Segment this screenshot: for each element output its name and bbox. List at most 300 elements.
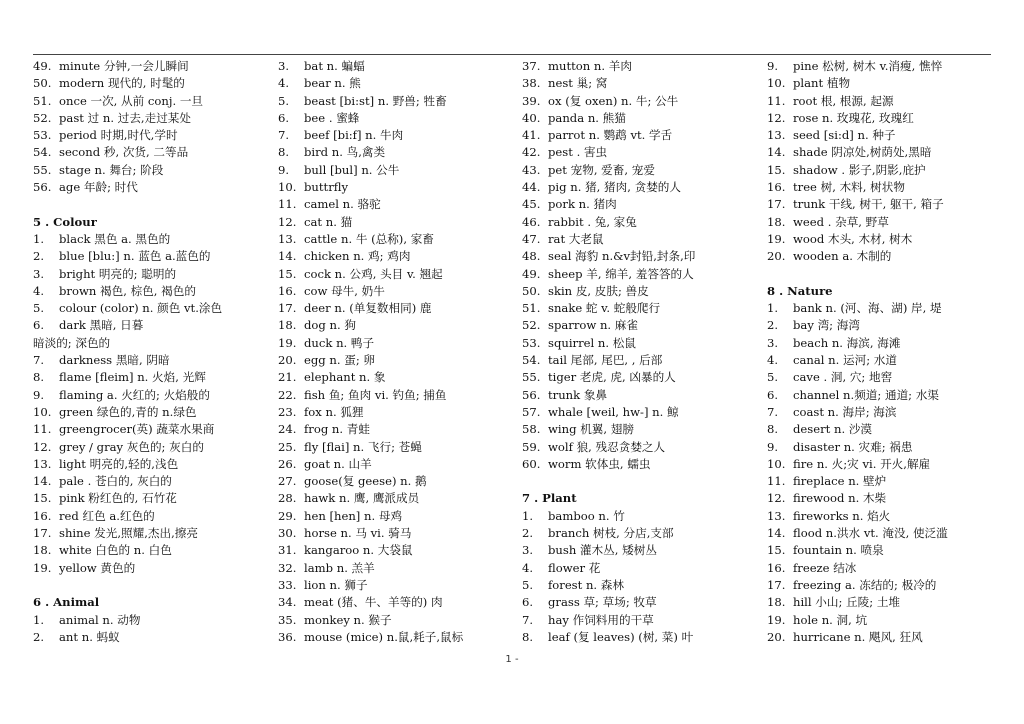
entry-number: 48. bbox=[522, 249, 541, 264]
vocab-entry bbox=[522, 612, 762, 629]
vocab-entry bbox=[33, 577, 273, 594]
entry-text: root 根, 根源, 起源 bbox=[793, 93, 894, 108]
entry-number: 11. bbox=[767, 474, 786, 489]
vocab-entry bbox=[522, 560, 762, 577]
vocab-entry bbox=[522, 300, 762, 317]
entry-text: cat n. 猫 bbox=[304, 214, 353, 229]
vocab-entry bbox=[522, 93, 762, 110]
vocab-entry bbox=[767, 58, 1007, 75]
entry-number: 9. bbox=[278, 162, 290, 177]
entry-number: 50. bbox=[33, 76, 52, 91]
entry-text: pine 松树, 树木 v.消瘦, 憔悴 bbox=[793, 59, 943, 73]
entry-text: bright 明亮的; 聪明的 bbox=[59, 266, 177, 281]
entry-number: 15. bbox=[767, 543, 786, 558]
vocab-entry bbox=[522, 266, 762, 283]
entry-text: mouse (mice) n.鼠,耗子,鼠标 bbox=[304, 629, 464, 644]
vocab-entry bbox=[33, 525, 273, 542]
entry-number: 23. bbox=[278, 404, 297, 419]
vocab-entry bbox=[522, 58, 762, 75]
column-3 bbox=[522, 58, 762, 646]
entry-text: mutton n. 羊肉 bbox=[548, 59, 632, 73]
vocab-entry bbox=[767, 335, 1007, 352]
vocab-entry bbox=[278, 508, 518, 525]
entry-text: duck n. 鸭子 bbox=[304, 335, 375, 350]
entry-text: red 红色 a.红色的 bbox=[59, 508, 155, 523]
vocab-entry bbox=[522, 283, 762, 300]
vocab-entry bbox=[522, 214, 762, 231]
entry-number: 10. bbox=[33, 404, 52, 419]
entry-text: lion n. 狮子 bbox=[304, 577, 368, 592]
entry-text: sheep 羊, 绵羊, 羞答答的人 bbox=[548, 266, 694, 281]
entry-number: 18. bbox=[767, 595, 786, 610]
entry-text: beach n. 海滨, 海滩 bbox=[793, 335, 901, 350]
entry-number: 27. bbox=[278, 474, 297, 489]
entry-number: 11. bbox=[33, 422, 52, 437]
column-4 bbox=[767, 58, 1007, 646]
entry-text: dog n. 狗 bbox=[304, 318, 356, 333]
entry-text: kangaroo n. 大袋鼠 bbox=[304, 543, 413, 558]
entry-text: wolf 狼, 残忍贪婪之人 bbox=[548, 439, 666, 454]
vocab-entry bbox=[278, 439, 518, 456]
vocab-entry bbox=[33, 127, 273, 144]
vocab-entry bbox=[522, 162, 762, 179]
vocab-entry bbox=[767, 404, 1007, 421]
entry-text: flaming a. 火红的; 火焰般的 bbox=[59, 387, 210, 402]
entry-text: grass 草; 草场; 牧草 bbox=[548, 595, 657, 610]
entry-number: 16. bbox=[278, 283, 297, 298]
entry-text: lamb n. 羔羊 bbox=[304, 560, 375, 575]
entry-number: 37. bbox=[522, 59, 541, 73]
vocab-entry bbox=[278, 473, 518, 490]
entry-number: 51. bbox=[522, 301, 541, 316]
vocab-entry bbox=[278, 525, 518, 542]
entry-number: 4. bbox=[767, 353, 779, 368]
entry-number: 19. bbox=[767, 231, 786, 246]
entry-text: brown 褐色, 棕色, 褐色的 bbox=[59, 283, 196, 298]
entry-number: 12. bbox=[767, 491, 786, 506]
vocab-entry bbox=[33, 456, 273, 473]
vocab-entry bbox=[33, 283, 273, 300]
entry-text: blue [blu:] n. 蓝色 a.蓝色的 bbox=[59, 249, 211, 264]
entry-number: 7. bbox=[33, 353, 45, 368]
entry-text: yellow 黄色的 bbox=[59, 560, 136, 575]
entry-text: sparrow n. 麻雀 bbox=[548, 318, 638, 333]
entry-text: plant 植物 bbox=[793, 76, 851, 91]
vocab-entry bbox=[33, 629, 273, 646]
entry-text: panda n. 熊猫 bbox=[548, 110, 626, 125]
entry-number: 10. bbox=[767, 76, 786, 91]
section-title: 8 . Nature bbox=[767, 283, 833, 298]
entry-text: once 一次, 从前 conj. 一旦 bbox=[59, 93, 204, 108]
entry-text: meat (猪、牛、羊等的) 肉 bbox=[304, 595, 443, 610]
entry-text: goat n. 山羊 bbox=[304, 456, 372, 471]
section-title: 5 . Colour bbox=[33, 214, 97, 229]
entry-text: worm 软体虫, 蠕虫 bbox=[548, 456, 651, 471]
entry-text: deer n. (单复数相同) 鹿 bbox=[304, 301, 432, 316]
entry-text: flower 花 bbox=[548, 560, 601, 575]
entry-text: cattle n. 牛 (总称), 家畜 bbox=[304, 231, 434, 246]
vocab-entry bbox=[278, 542, 518, 559]
section-title: 7 . Plant bbox=[522, 491, 577, 506]
entry-text: white 白色的 n. 白色 bbox=[59, 543, 172, 558]
vocab-entry bbox=[278, 352, 518, 369]
vocab-entry bbox=[33, 58, 273, 75]
entry-number: 42. bbox=[522, 145, 541, 160]
vocab-entry bbox=[767, 439, 1007, 456]
entry-text: shine 发光,照耀,杰出,擦亮 bbox=[59, 526, 198, 541]
vocab-entry bbox=[767, 127, 1007, 144]
entry-number: 8. bbox=[767, 422, 779, 437]
entry-text: grey / gray 灰色的; 灰白的 bbox=[59, 439, 204, 454]
entry-text: whale [weil, hw-] n. 鲸 bbox=[548, 404, 679, 419]
entry-number: 17. bbox=[33, 526, 52, 541]
entry-text: stage n. 舞台; 阶段 bbox=[59, 162, 164, 177]
vocab-entry bbox=[767, 369, 1007, 386]
entry-number: 7. bbox=[767, 404, 779, 419]
entry-number: 9. bbox=[767, 59, 779, 73]
entry-text: minute 分钟,一会儿瞬间 bbox=[59, 59, 189, 73]
entry-number: 58. bbox=[522, 422, 541, 437]
vocab-entry bbox=[33, 369, 273, 386]
section-heading bbox=[522, 490, 762, 507]
section-heading bbox=[33, 214, 273, 231]
entry-text: tail 尾部, 尾巴, , 后部 bbox=[548, 353, 663, 368]
vocab-entry bbox=[33, 490, 273, 507]
entry-number: 6. bbox=[33, 318, 45, 333]
entry-text: hill 小山; 丘陵; 土堆 bbox=[793, 595, 901, 610]
vocab-entry bbox=[522, 387, 762, 404]
entry-text: wing 机翼, 翅膀 bbox=[548, 422, 634, 437]
entry-number: 35. bbox=[278, 612, 297, 627]
entry-text: coast n. 海岸; 海滨 bbox=[793, 404, 897, 419]
entry-text: period 时期,时代,学时 bbox=[59, 128, 178, 143]
entry-text: shade 阴凉处,树荫处,黑暗 bbox=[793, 145, 932, 160]
vocab-entry bbox=[767, 560, 1007, 577]
entry-number: 9. bbox=[33, 387, 45, 402]
entry-number: 49. bbox=[33, 59, 52, 73]
vocab-entry bbox=[33, 542, 273, 559]
entry-number: 53. bbox=[522, 335, 541, 350]
vocab-entry bbox=[767, 93, 1007, 110]
vocab-entry bbox=[33, 266, 273, 283]
entry-number: 22. bbox=[278, 387, 297, 402]
entry-text: seed [si:d] n. 种子 bbox=[793, 128, 896, 143]
vocab-entry bbox=[522, 369, 762, 386]
entry-text: bush 灌木丛, 矮树丛 bbox=[548, 543, 657, 558]
vocab-entry bbox=[33, 508, 273, 525]
entry-text: wooden a. 木制的 bbox=[793, 249, 892, 264]
entry-number: 4. bbox=[33, 283, 45, 298]
vocab-entry bbox=[278, 594, 518, 611]
entry-text: fire n. 火;灾 vi. 开火,解雇 bbox=[793, 456, 931, 471]
entry-number: 5. bbox=[33, 301, 45, 316]
entry-number: 3. bbox=[33, 266, 45, 281]
entry-text: animal n. 动物 bbox=[59, 612, 141, 627]
entry-text: flood n.洪水 vt. 淹没, 使泛滥 bbox=[793, 526, 948, 541]
entry-number: 54. bbox=[33, 145, 52, 160]
section-title: 6 . Animal bbox=[33, 595, 100, 610]
entry-number: 49. bbox=[522, 266, 541, 281]
entry-number: 20. bbox=[278, 353, 297, 368]
column-2 bbox=[278, 58, 518, 646]
vocab-entry bbox=[278, 612, 518, 629]
entry-number: 32. bbox=[278, 560, 297, 575]
entry-text: ant n. 蚂蚁 bbox=[59, 629, 120, 644]
vocab-entry bbox=[278, 179, 518, 196]
entry-number: 40. bbox=[522, 110, 541, 125]
entry-text: 暗淡的; 深色的 bbox=[33, 335, 111, 350]
entry-text: buttrfly bbox=[304, 180, 349, 195]
vocab-entry bbox=[522, 421, 762, 438]
entry-text: black 黑色 a. 黑色的 bbox=[59, 231, 171, 246]
entry-number: 19. bbox=[278, 335, 297, 350]
entry-text: fountain n. 喷泉 bbox=[793, 543, 884, 558]
vocab-entry bbox=[278, 110, 518, 127]
entry-text: squirrel n. 松鼠 bbox=[548, 335, 636, 350]
vocab-entry bbox=[33, 439, 273, 456]
entry-text: channel n.频道; 通道; 水渠 bbox=[793, 387, 939, 402]
vocab-entry bbox=[522, 335, 762, 352]
vocab-entry bbox=[33, 612, 273, 629]
vocab-entry bbox=[522, 75, 762, 92]
entry-number: 4. bbox=[278, 76, 290, 91]
entry-number: 9. bbox=[767, 439, 779, 454]
entry-text: nest 巢; 窝 bbox=[548, 76, 608, 91]
entry-number: 16. bbox=[33, 508, 52, 523]
vocab-entry bbox=[522, 144, 762, 161]
entry-text: rose n. 玫瑰花, 玫瑰红 bbox=[793, 110, 914, 125]
vocab-entry bbox=[767, 266, 1007, 283]
vocab-entry bbox=[278, 144, 518, 161]
entry-number: 18. bbox=[33, 543, 52, 558]
entry-text: flame [fleim] n. 火焰, 光辉 bbox=[59, 370, 206, 385]
entry-text: disaster n. 灾难; 祸患 bbox=[793, 439, 913, 454]
entry-text: pale . 苍白的, 灰白的 bbox=[59, 474, 172, 489]
entry-number: 11. bbox=[278, 197, 297, 212]
vocab-entry bbox=[33, 421, 273, 438]
vocab-entry bbox=[278, 300, 518, 317]
entry-text: beef [bi:f] n. 牛肉 bbox=[304, 128, 404, 143]
entry-number: 50. bbox=[522, 283, 541, 298]
vocab-entry bbox=[767, 473, 1007, 490]
vocab-entry bbox=[33, 473, 273, 490]
entry-number: 15. bbox=[278, 266, 297, 281]
vocab-entry bbox=[767, 214, 1007, 231]
entry-text: bat n. 蝙蝠 bbox=[304, 59, 365, 73]
entry-number: 1. bbox=[522, 508, 534, 523]
entry-text: pest . 害虫 bbox=[548, 145, 608, 160]
vocab-entry bbox=[522, 317, 762, 334]
entry-text: dark 黑暗, 日暮 bbox=[59, 318, 144, 333]
entry-text: beast [bi:st] n. 野兽; 牲畜 bbox=[304, 93, 447, 108]
entry-text: freezing a. 冻结的; 极冷的 bbox=[793, 577, 937, 592]
entry-text: green 绿色的,青的 n.绿色 bbox=[59, 404, 197, 419]
vocab-entry bbox=[278, 127, 518, 144]
vocab-entry bbox=[522, 577, 762, 594]
entry-number: 15. bbox=[767, 162, 786, 177]
entry-text: hay 作饲料用的干草 bbox=[548, 612, 654, 627]
vocab-entry bbox=[767, 542, 1007, 559]
entry-number: 3. bbox=[767, 335, 779, 350]
entry-number: 5. bbox=[767, 370, 779, 385]
entry-number: 24. bbox=[278, 422, 297, 437]
vocab-entry bbox=[278, 335, 518, 352]
vocab-entry bbox=[33, 110, 273, 127]
entry-number: 13. bbox=[767, 128, 786, 143]
entry-number: 5. bbox=[278, 93, 290, 108]
vocab-entry bbox=[278, 196, 518, 213]
vocab-entry bbox=[278, 283, 518, 300]
entry-number: 11. bbox=[767, 93, 786, 108]
entry-number: 3. bbox=[278, 59, 290, 73]
entry-text: forest n. 森林 bbox=[548, 577, 624, 592]
vocab-entry bbox=[767, 231, 1007, 248]
entry-number: 13. bbox=[767, 508, 786, 523]
entry-text: frog n. 青蛙 bbox=[304, 422, 370, 437]
entry-text: rabbit . 兔, 家兔 bbox=[548, 214, 637, 229]
entry-number: 2. bbox=[767, 318, 779, 333]
entry-text: fireplace n. 壁炉 bbox=[793, 474, 887, 489]
vocab-entry bbox=[522, 231, 762, 248]
vocab-entry bbox=[767, 352, 1007, 369]
entry-number: 13. bbox=[278, 231, 297, 246]
vocab-entry bbox=[522, 456, 762, 473]
vocab-entry bbox=[767, 317, 1007, 334]
entry-number: 19. bbox=[33, 560, 52, 575]
vocab-entry bbox=[767, 75, 1007, 92]
entry-text: bamboo n. 竹 bbox=[548, 508, 625, 523]
vocab-entry bbox=[278, 93, 518, 110]
entry-text: seal 海豹 n.&v封铅,封条,印 bbox=[548, 249, 696, 264]
entry-number: 10. bbox=[278, 180, 297, 195]
entry-number: 19. bbox=[767, 612, 786, 627]
entry-number: 30. bbox=[278, 526, 297, 541]
entry-text: branch 树枝, 分店,支部 bbox=[548, 526, 674, 541]
entry-text: light 明亮的,轻的,浅色 bbox=[59, 456, 179, 471]
entry-text: hole n. 洞, 坑 bbox=[793, 612, 868, 627]
entry-text: darkness 黑暗, 阴暗 bbox=[59, 353, 170, 368]
entry-text: tiger 老虎, 虎, 凶暴的人 bbox=[548, 370, 676, 385]
entry-text: trunk 象鼻 bbox=[548, 387, 608, 402]
vocab-entry bbox=[522, 594, 762, 611]
vocab-entry bbox=[767, 162, 1007, 179]
entry-number: 8. bbox=[522, 629, 534, 644]
vocab-entry bbox=[33, 387, 273, 404]
entry-number: 39. bbox=[522, 93, 541, 108]
entry-text: snake 蛇 v. 蛇般爬行 bbox=[548, 301, 661, 316]
vocab-entry bbox=[767, 387, 1007, 404]
entry-text: age 年龄; 时代 bbox=[59, 180, 138, 195]
vocab-entry bbox=[33, 179, 273, 196]
entry-number: 31. bbox=[278, 543, 297, 558]
entry-number: 56. bbox=[522, 387, 541, 402]
entry-number: 52. bbox=[33, 110, 52, 125]
entry-number: 1. bbox=[33, 231, 45, 246]
entry-number: 41. bbox=[522, 128, 541, 143]
entry-number: 8. bbox=[33, 370, 45, 385]
vocab-entry bbox=[33, 196, 273, 213]
entry-number: 26. bbox=[278, 456, 297, 471]
vocab-entry bbox=[522, 179, 762, 196]
vocab-entry bbox=[522, 196, 762, 213]
entry-text: freeze 结冰 bbox=[793, 560, 857, 575]
entry-text: bear n. 熊 bbox=[304, 76, 361, 91]
entry-text: cave . 洞, 穴; 地窖 bbox=[793, 370, 893, 385]
entry-text: hen [hen] n. 母鸡 bbox=[304, 508, 403, 523]
vocab-entry bbox=[33, 352, 273, 369]
entry-text: second 秒, 次货, 二等品 bbox=[59, 145, 189, 160]
entry-number: 12. bbox=[767, 110, 786, 125]
entry-text: elephant n. 象 bbox=[304, 370, 386, 385]
entry-number: 54. bbox=[522, 353, 541, 368]
entry-number: 14. bbox=[278, 249, 297, 264]
entry-number: 17. bbox=[278, 301, 297, 316]
vocab-entry bbox=[278, 75, 518, 92]
entry-number: 7. bbox=[522, 612, 534, 627]
section-heading bbox=[33, 594, 273, 611]
entry-text: leaf (复 leaves) (树, 菜) 叶 bbox=[548, 629, 694, 644]
vocab-entry bbox=[767, 144, 1007, 161]
vocab-entry bbox=[767, 421, 1007, 438]
vocab-entry bbox=[767, 612, 1007, 629]
vocab-entry bbox=[278, 421, 518, 438]
entry-text: bee . 蜜蜂 bbox=[304, 110, 360, 125]
vocab-entry bbox=[278, 387, 518, 404]
entry-text: trunk 干线, 树干, 躯干, 箱子 bbox=[793, 197, 944, 212]
vocab-entry bbox=[767, 629, 1007, 646]
entry-number: 18. bbox=[278, 318, 297, 333]
entry-number: 47. bbox=[522, 231, 541, 246]
entry-number: 21. bbox=[278, 370, 297, 385]
vocab-entry bbox=[767, 196, 1007, 213]
entry-number: 59. bbox=[522, 439, 541, 454]
vocab-entry bbox=[278, 369, 518, 386]
column-1 bbox=[33, 58, 273, 646]
entry-number: 15. bbox=[33, 491, 52, 506]
entry-text: cow 母牛, 奶牛 bbox=[304, 283, 385, 298]
vocab-entry bbox=[522, 110, 762, 127]
entry-text: desert n. 沙漠 bbox=[793, 422, 873, 437]
entry-number: 20. bbox=[767, 629, 786, 644]
entry-text: ox (复 oxen) n. 牛; 公牛 bbox=[548, 93, 679, 108]
vocab-entry bbox=[278, 490, 518, 507]
entry-number: 44. bbox=[522, 180, 541, 195]
entry-number: 14. bbox=[767, 526, 786, 541]
vocab-entry bbox=[767, 179, 1007, 196]
vocab-entry bbox=[278, 317, 518, 334]
entry-number: 1. bbox=[767, 301, 779, 316]
vocab-entry bbox=[767, 508, 1007, 525]
entry-number: 29. bbox=[278, 508, 297, 523]
entry-text: pork n. 猪肉 bbox=[548, 197, 617, 212]
entry-number: 60. bbox=[522, 456, 541, 471]
entry-number: 2. bbox=[522, 526, 534, 541]
entry-text: horse n. 马 vi. 骑马 bbox=[304, 526, 412, 541]
vocab-entry bbox=[278, 404, 518, 421]
entry-text: bull [bul] n. 公牛 bbox=[304, 162, 400, 177]
entry-number: 12. bbox=[278, 214, 297, 229]
entry-text: rat 大老鼠 bbox=[548, 231, 604, 246]
entry-text: tree 树, 木料, 树状物 bbox=[793, 180, 905, 195]
entry-number: 13. bbox=[33, 456, 52, 471]
entry-text: pink 粉红色的, 石竹花 bbox=[59, 491, 177, 506]
vocab-entry bbox=[278, 231, 518, 248]
entry-text: hurricane n. 飓风, 狂风 bbox=[793, 629, 923, 644]
vocab-entry bbox=[522, 508, 762, 525]
entry-number: 55. bbox=[33, 162, 52, 177]
entry-number: 6. bbox=[522, 595, 534, 610]
vocab-entry bbox=[278, 58, 518, 75]
